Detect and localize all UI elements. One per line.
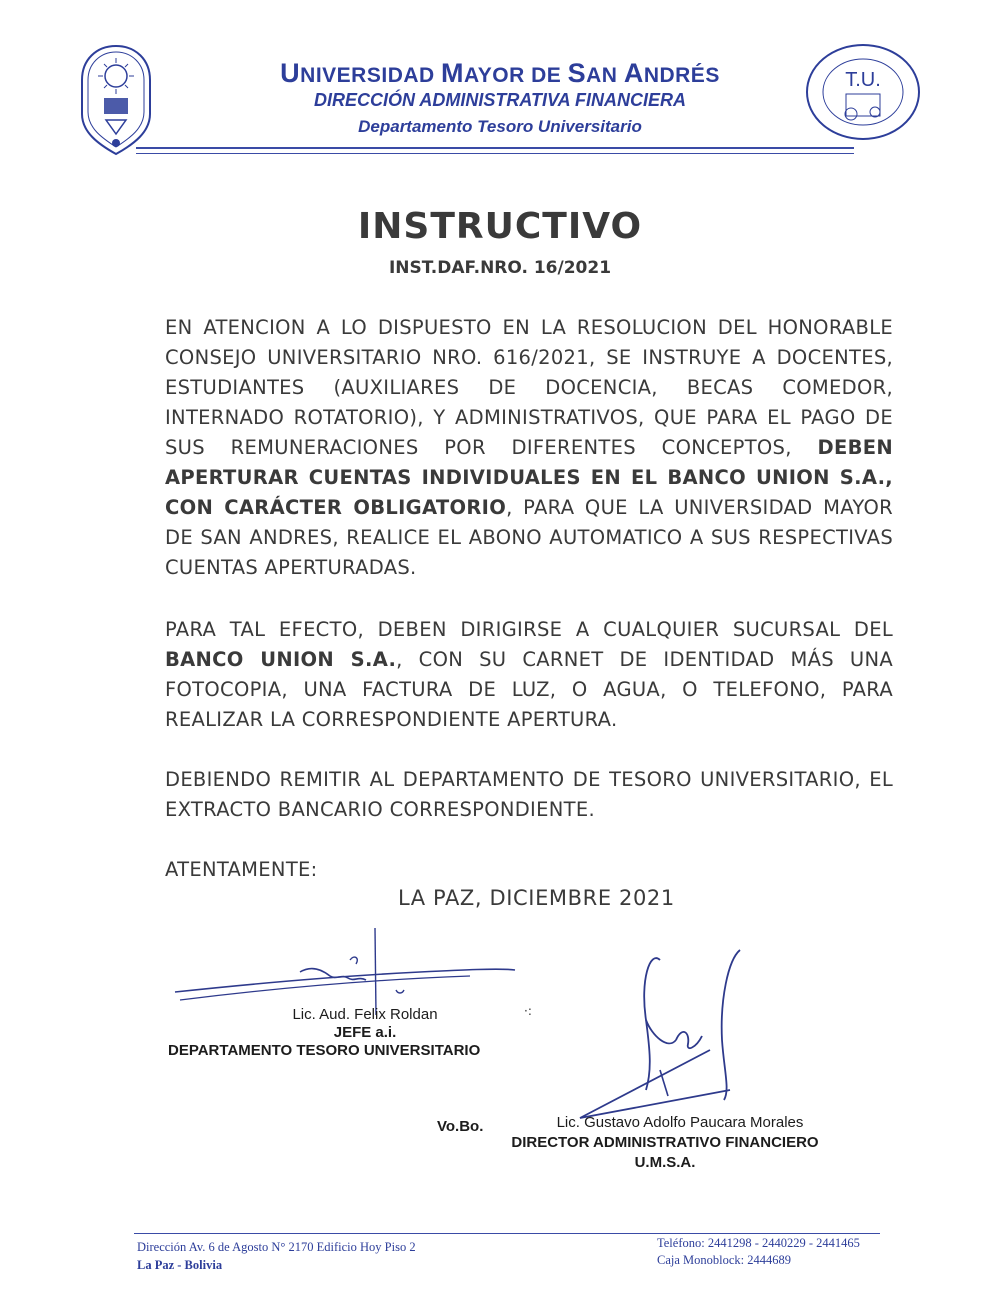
- signer-1-department: DEPARTAMENTO TESORO UNIVERSITARIO: [168, 1042, 481, 1059]
- document-code: INST.DAF.NRO. 16/2021: [388, 258, 612, 278]
- signature-felix-roldan: [170, 920, 530, 1020]
- paragraph-3-text: DEBIENDO REMITIR AL DEPARTAMENTO DE TESORO UNIVERSITARIO, EL EXTRACTO BANCARIO CORRESPONDIENTE.: [165, 768, 893, 821]
- signer-1-role: JEFE a.i.: [333, 1024, 397, 1041]
- paragraph-1: [165, 313, 893, 583]
- seal-center-text: T.U.: [845, 69, 881, 91]
- paragraph-3: [165, 765, 893, 825]
- footer-city: La Paz - Bolivia: [137, 1258, 223, 1272]
- footer-caja-monoblock: Caja Monoblock: 2444689: [657, 1253, 792, 1267]
- footer-phone: Teléfono: 2441298 - 2440229 - 2441465: [657, 1236, 860, 1250]
- university-name: UNIVERSIDAD MAYOR DE SAN ANDRÉS: [280, 58, 720, 88]
- signer-2-name: Lic. Gustavo Adolfo Paucara Morales: [556, 1114, 804, 1131]
- signer-2-organization: U.M.S.A.: [634, 1154, 696, 1171]
- paragraph-2-text: PARA TAL EFECTO, DEBEN DIRIGIRSE A CUALQUIER SUCURSAL DEL: [165, 618, 893, 641]
- tesoro-universitario-seal-logo: [804, 42, 922, 142]
- footer-rule: [134, 1233, 880, 1234]
- paragraph-1-text: EN ATENCION A LO DISPUESTO EN LA RESOLUCION DEL HONORABLE CONSEJO UNIVERSITARIO NRO. 616/2021, SE INSTRUYE A DOCENTES, ESTUDIANTES (AUXILIARES DE DOCENCIA, BECAS COMEDOR, INTERNADO ROTATORIO), Y ADMINISTRATIVOS, QUE PARA EL PAGO DE SUS REMUNERACIONES POR DIFERENTES CONCEPTOS,: [165, 316, 893, 459]
- vobo-label: Vo.Bo.: [437, 1118, 484, 1135]
- signer-1-name: Lic. Aud. Felix Roldan: [292, 1006, 438, 1023]
- paragraph-1-emphasis: DEBEN APERTURAR CUENTAS INDIVIDUALES EN EL BANCO UNION S.A., CON CARÁCTER OBLIGATORIO: [165, 436, 893, 519]
- ink-mark: ·:: [524, 1004, 532, 1018]
- paragraph-2: [165, 615, 893, 735]
- paragraph-1-text-end: , PARA QUE LA UNIVERSIDAD MAYOR DE SAN ANDRES, REALICE EL ABONO AUTOMATICO A SUS RESPECTIVAS CUENTAS APERTURADAS.: [165, 496, 893, 579]
- header-rule-thin: [136, 153, 854, 154]
- department-name: Departamento Tesoro Universitario: [358, 117, 642, 136]
- footer-address: Dirección Av. 6 de Agosto N° 2170 Edificio Hoy Piso 2: [137, 1240, 416, 1254]
- closing-text: ATENTAMENTE:: [165, 858, 318, 881]
- signature-gustavo-paucara: [540, 940, 760, 1130]
- document-title: INSTRUCTIVO: [357, 206, 643, 247]
- direction-name: DIRECCIÓN ADMINISTRATIVA FINANCIERA: [314, 90, 686, 110]
- paragraph-2-text-end: , CON SU CARNET DE IDENTIDAD MÁS UNA FOTOCOPIA, UNA FACTURA DE LUZ, O AGUA, O TELEFONO, PARA REALIZAR LA CORRESPONDIENTE APERTURA.: [165, 648, 893, 731]
- place-date: LA PAZ, DICIEMBRE 2021: [398, 886, 675, 910]
- header-rule-thick: [136, 147, 854, 149]
- signer-2-role: DIRECTOR ADMINISTRATIVO FINANCIERO: [511, 1134, 819, 1151]
- paragraph-2-emphasis: BANCO UNION S.A.: [165, 648, 397, 671]
